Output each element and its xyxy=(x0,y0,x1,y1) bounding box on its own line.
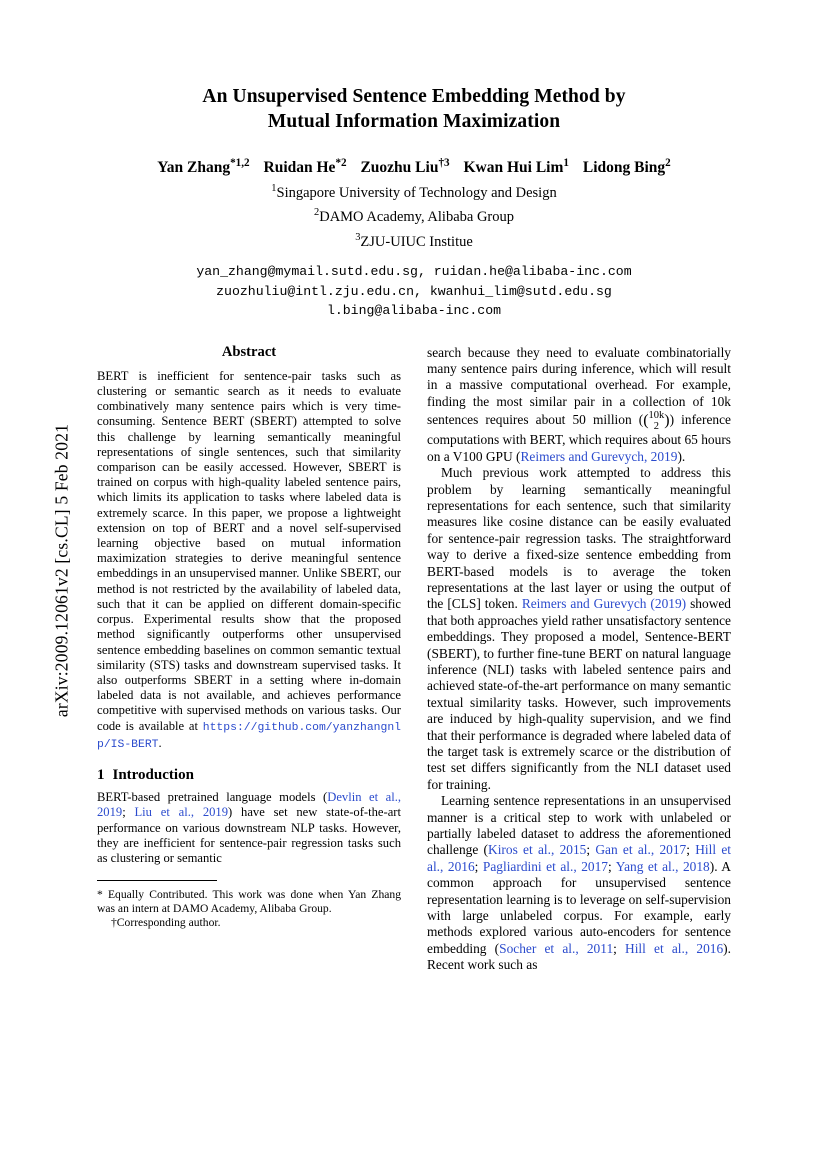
author-3: Zuozhu Liu$^{\dagger 3}$ xyxy=(360,157,450,177)
citation-reimers-gurevych[interactable]: Reimers and Gurevych, 2019 xyxy=(520,448,678,464)
paper-content xyxy=(97,84,731,974)
abstract-body xyxy=(97,369,401,753)
citation-liu[interactable]: Liu et al., 2019 xyxy=(134,805,229,820)
citation-reimers-gurevych-2019[interactable]: Reimers and Gurevych (2019) xyxy=(521,596,687,612)
author-2: Ruidan He$^{*2}$ xyxy=(263,157,347,177)
abstract-paragraph: BERT is inefficient for sentence-pair tasks such as clustering or semantic search as it needs to evaluate combinatively many sentence pairs which is very time-consuming. Sentence BERT (SBERT) attempted to solve this challenge by learning semantically meaningful representations of single sentences, such that similarity comparison can be easily accessed. However, SBERT is trained on corpus with high-quality labeled sentence pairs, which limits its application to tasks where labeled data is extremely scarce. In this paper, we propose a lightweight extension on top of BERT and a novel self-supervised learning objective based on mutual information maximization strategies to derive meaningful sentence embeddings in an unsupervised manner. Unlike SBERT, our method is not restricted by the availability of labeled data, such that it can be applied on different domain-specific corpus. Experimental results show that the proposed method significantly outperforms other unsupervised sentence embedding baselines on common semantic textual similarity (STS) tasks and downstream supervised tasks. It also outperforms SBERT in a setting where in-domain labeled data is not available, and achieves performance competitive with supervised methods on various tasks. Our code is available at https://github.com/yanzhangnlp/IS-BERT. xyxy=(97,368,401,751)
author-emails xyxy=(97,262,731,321)
citation-pagliardini[interactable]: Pagliardini et al., 2017 xyxy=(482,858,608,874)
right-paragraph-2: Much previous work attempted to address this problem by learning semantically meaningful representations for each sentence, such that similarity measures like cosine distance can be easily evaluated for sentence-pair regression tasks. The straightforward way to derive a fixed-size sentence embedding from BERT-based models is to average the token representations at the last layer or using the output of the [CLS] token. Reimers and Gurevych (2019) showed that both approaches yield rather unsatisfactory sentence embeddings. They proposed a model, Sentence-BERT (SBERT), to further fine-tune BERT on natural language inference (NLI) tasks with labeled sentence pairs and achieved state-of-the-art performance on many semantic textual similarity tasks. However, such improvements are induced by high-quality supervision, and we find that their performance is degraded where labeled data of the target task is extremely scarce or the distribution of test set differs significantly from the NLI dataset used for training. xyxy=(427,465,732,792)
footnote-1: * Equally Contributed. This work was done when Yan Zhang was an intern at DAMO Academy, Alibaba Group. xyxy=(97,888,401,916)
citation-yang[interactable]: Yang et al., 2018 xyxy=(615,858,710,874)
affiliation-2: $^2$DAMO Academy, Alibaba Group xyxy=(314,207,514,226)
abstract-heading: Abstract xyxy=(221,343,277,360)
affiliation-1: $^1$Singapore University of Technology and Design xyxy=(271,183,557,201)
email-line-1: yan_zhang@mymail.sutd.edu.sg, ruidan.he@alibaba-inc.com xyxy=(196,264,632,280)
right-paragraph-3: Learning sentence representations in an unsupervised manner is a critical step to work with unlabeled or partially labeled dataset to address the aforementioned challenge (Kiros et al., 2015; Gan et al., 2017; Hill et al., 2016; Pagliardini et al., 2017; Yang et al., 2018). A common approach for unsupervised sentence representation learning is to leverage on self-supervision with large unlabeled corpus. For example, early methods explored various auto-encoders for sentence embedding (Socher et al., 2011; Hill et al., 2016). Recent work such as xyxy=(427,793,732,973)
right-paragraph-1: search because they need to evaluate combinatorially many sentence pairs during inference, which will result in a massive computational overhead. For example, finding the most similar pair in a collection of 10k sentences requires about 50 million (( 10k 2 )) inference computations with BERT, which requires about 65 hours on a V100 GPU (Reimers and Gurevych, 2019). xyxy=(427,344,731,464)
citation-hill[interactable]: Hill et al., 2016 xyxy=(427,842,732,874)
code-url-link[interactable]: https://github.com/yanzhangnlp/IS-BERT xyxy=(97,721,401,751)
footnote-2: †Corresponding author. xyxy=(111,916,221,930)
left-column xyxy=(97,345,401,974)
title-line-1: An Unsupervised Sentence Embedding Method by xyxy=(202,86,626,107)
citation-devlin[interactable]: Devlin et al., 2019 xyxy=(97,790,401,820)
author-4: Kwan Hui Lim$^1$ xyxy=(463,157,569,177)
binomial-fraction: 10k 2 xyxy=(648,409,665,432)
citation-gan[interactable]: Gan et al., 2017 xyxy=(595,842,687,858)
page-title xyxy=(97,84,731,134)
two-column-body xyxy=(97,345,731,974)
footnote-divider xyxy=(97,880,217,881)
citation-kiros[interactable]: Kiros et al., 2015 xyxy=(488,842,587,858)
intro-paragraph-1: BERT-based pretrained language models (Devlin et al., 2019; Liu et al., 2019) have set new state-of-the-art performance on various downstream NLP tasks. However, they are inefficient for sentence-pair regression tasks such as clustering or semantic xyxy=(97,790,401,865)
right-column xyxy=(427,345,731,974)
author-1: Yan Zhang$^{*1,2}$ xyxy=(157,157,250,177)
affiliation-3: $^3$ZJU-UIUC Institue xyxy=(355,231,473,250)
section-heading-introduction: 1 Introduction xyxy=(97,766,194,783)
footnotes xyxy=(97,888,401,930)
author-list xyxy=(97,153,731,178)
author-5: Lidong Bing$^2$ xyxy=(582,157,671,177)
citation-hill-2016[interactable]: Hill et al., 2016 xyxy=(625,940,724,956)
title-line-2: Mutual Information Maximization xyxy=(267,111,561,132)
citation-socher[interactable]: Socher et al., 2011 xyxy=(499,940,614,956)
email-line-3: l.bing@alibaba-inc.com xyxy=(326,303,502,319)
email-line-2: zuozhuliu@intl.zju.edu.cn, kwanhui_lim@sutd.edu.sg xyxy=(216,283,612,299)
arxiv-stamp: arXiv:2009.12061v2 [cs.CL] 5 Feb 2021 xyxy=(51,423,72,718)
